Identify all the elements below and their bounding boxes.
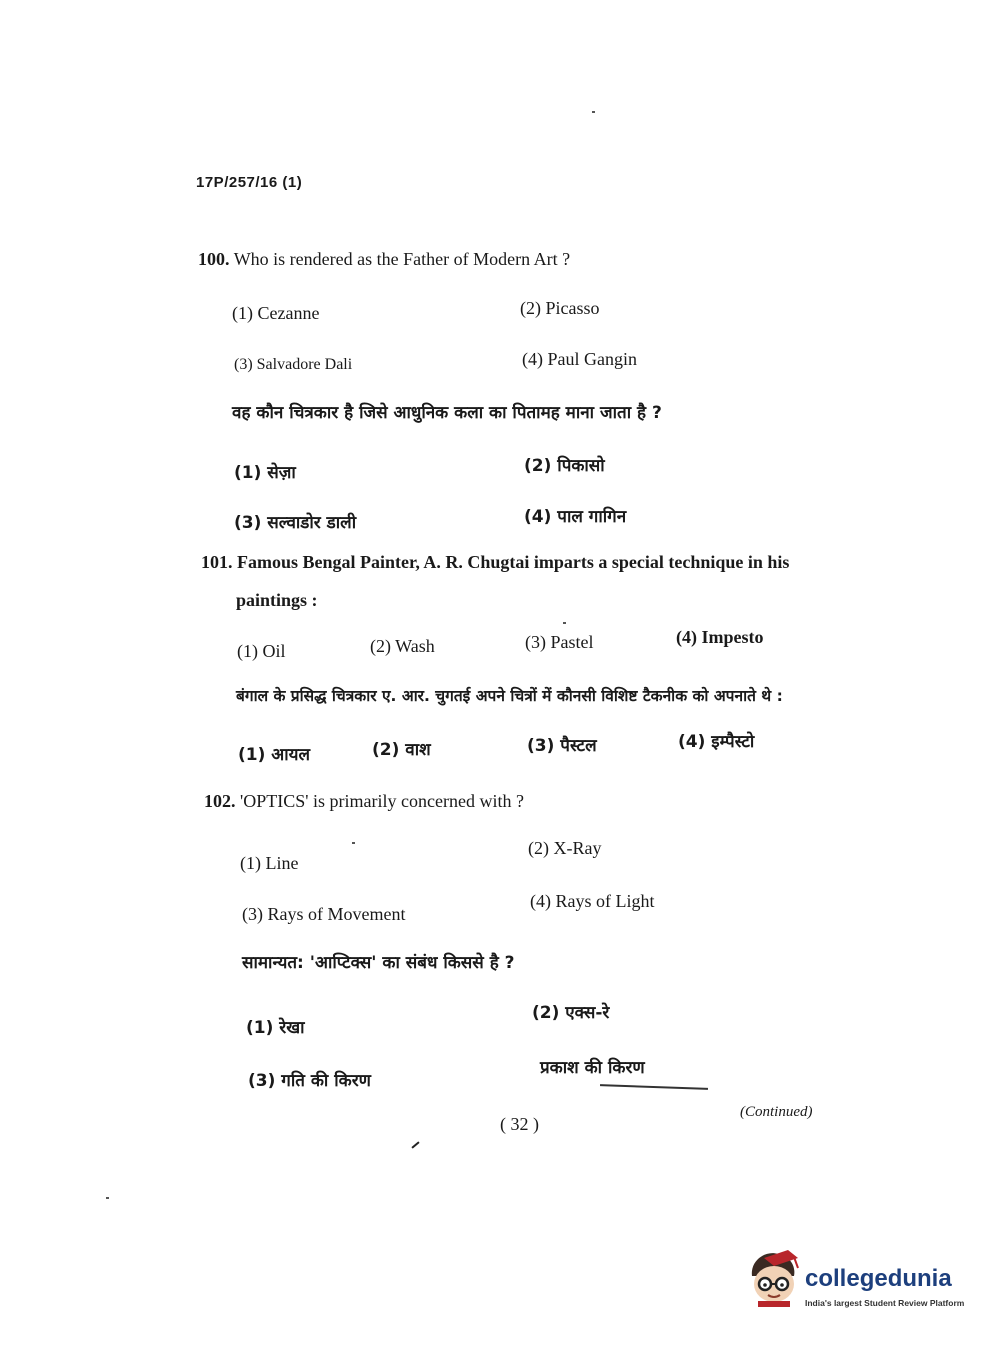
question-number: 100.: [198, 249, 230, 269]
continued-label: (Continued): [740, 1104, 813, 1120]
ink-mark: [411, 1141, 419, 1148]
option-hindi: (4) इम्पैस्टो: [678, 732, 755, 752]
option-hindi: (1) रेखा: [246, 1018, 305, 1038]
paper-code: 17P/257/16 (1): [196, 174, 303, 191]
scan-speck: [352, 842, 355, 844]
option: (4) Impesto: [676, 627, 764, 647]
question-text-cont: paintings :: [236, 590, 318, 610]
question-102: [204, 791, 524, 812]
option-hindi: (2) वाश: [372, 740, 431, 760]
option: (3) Salvadore Dali: [234, 356, 353, 373]
option-hindi: (1) सेज़ा: [234, 463, 296, 483]
option-hindi: (4) पाल गागिन: [524, 507, 627, 527]
option: (2) Wash: [370, 636, 435, 656]
option-hindi: (3) सल्वाडोर डाली: [234, 513, 357, 533]
option: (3) Rays of Movement: [242, 904, 406, 924]
option-hindi: (3) गति की किरण: [248, 1071, 371, 1091]
page-number: ( 32 ): [500, 1114, 539, 1134]
question-101: [201, 552, 789, 573]
option: (2) Picasso: [520, 298, 600, 318]
scan-speck: [563, 622, 566, 624]
option: (4) Paul Gangin: [522, 349, 637, 369]
option: (1) Line: [240, 853, 299, 873]
question-text-hindi: वह कौन चित्रकार है जिसे आधुनिक कला का पितामह माना जाता है ?: [232, 403, 662, 423]
watermark-tagline: India's largest Student Review Platform: [805, 1298, 965, 1308]
option: (3) Pastel: [525, 632, 594, 652]
option-hindi-partial: प्रकाश की किरण: [540, 1058, 645, 1078]
option-hindi: (2) एक्स-रे: [532, 1003, 610, 1023]
option-hindi: (3) पैस्टल: [527, 736, 597, 756]
option: (1) Oil: [237, 641, 286, 661]
question-text-hindi: सामान्यत: 'आप्टिक्स' का संबंध किससे है ?: [242, 953, 515, 973]
fold-line: [600, 1084, 708, 1090]
question-text: 'OPTICS' is primarily concerned with ?: [240, 791, 524, 811]
scan-speck: [106, 1197, 109, 1199]
option-hindi: (1) आयल: [238, 745, 311, 765]
question-text-hindi: बंगाल के प्रसिद्ध चित्रकार ए. आर. चुगतई अपने चित्रों में कौनसी विशिष्ट टैकनीक को अपनाते थे :: [236, 687, 783, 705]
scan-speck: [592, 111, 595, 113]
option-hindi: (2) पिकासो: [524, 456, 605, 476]
option: (4) Rays of Light: [530, 891, 655, 911]
watermark-brand: collegedunia: [805, 1265, 952, 1292]
question-number: 101.: [201, 552, 233, 572]
option: (1) Cezanne: [232, 303, 320, 323]
question-text: Who is rendered as the Father of Modern Art ?: [233, 249, 571, 269]
option: (2) X-Ray: [528, 838, 602, 858]
question-text: Famous Bengal Painter, A. R. Chugtai imparts a special technique in his: [237, 552, 790, 572]
mascot-icon: [744, 1248, 804, 1308]
question-100: [198, 249, 570, 270]
question-number: 102.: [204, 791, 236, 811]
